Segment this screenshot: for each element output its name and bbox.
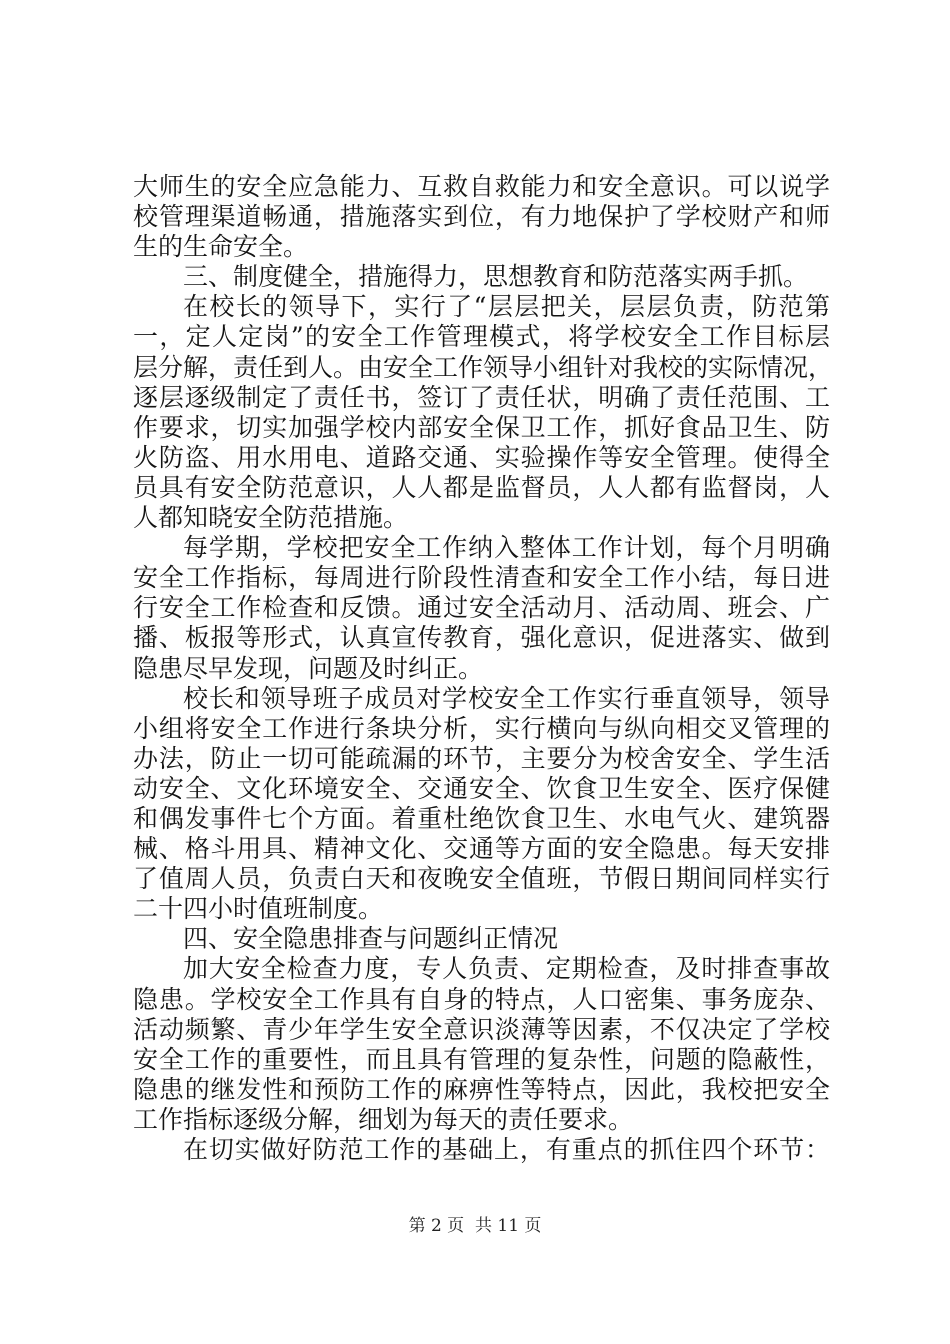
text-line: 安全工作的重要性，而且具有管理的复杂性，问题的隐蔽性， bbox=[133, 1044, 830, 1074]
text-line: 二十四小时值班制度。 bbox=[133, 894, 384, 924]
text-line: 小组将安全工作进行条块分析，实行横向与纵向相交叉管理的 bbox=[133, 713, 830, 743]
text-line: 动安全、文化环境安全、交通安全、饮食卫生安全、医疗保健 bbox=[133, 773, 830, 803]
text-line: 生的生命安全。 bbox=[133, 232, 309, 262]
text-line: 隐患的继发性和预防工作的麻痹性等特点，因此，我校把安全 bbox=[133, 1074, 830, 1104]
text-line: 每学期，学校把安全工作纳入整体工作计划，每个月明确 bbox=[183, 533, 830, 563]
text-line: 隐患尽早发现，问题及时纠正。 bbox=[133, 653, 484, 683]
text-line: 一，定人定岗”的安全工作管理模式，将学校安全工作目标层 bbox=[133, 322, 830, 352]
text-line: 播、板报等形式，认真宣传教育，强化意识，促进落实、做到 bbox=[133, 623, 830, 653]
text-line: 员具有安全防范意识，人人都是监督员，人人都有监督岗，人 bbox=[133, 472, 830, 502]
text-line: 校管理渠道畅通，措施落实到位，有力地保护了学校财产和师 bbox=[133, 202, 830, 232]
text-line: 械、格斗用具、精神文化、交通等方面的安全隐患。每天安排 bbox=[133, 834, 830, 864]
text-line: 大师生的安全应急能力、互救自救能力和安全意识。可以说学 bbox=[133, 172, 830, 201]
text-line: 安全工作指标，每周进行阶段性清查和安全工作小结，每日进 bbox=[133, 563, 830, 593]
text-line: 办法，防止一切可能疏漏的环节，主要分为校舍安全、学生活 bbox=[133, 743, 830, 773]
text-line: 人都知晓安全防范措施。 bbox=[133, 503, 409, 533]
text-line: 火防盗、用水用电、道路交通、实验操作等安全管理。使得全 bbox=[133, 442, 830, 472]
text-line: 和偶发事件七个方面。着重杜绝饮食卫生、水电气火、建筑器 bbox=[133, 803, 830, 833]
document-body bbox=[133, 172, 834, 1165]
text-line: 在校长的领导下，实行了“层层把关，层层负责，防范第 bbox=[183, 292, 830, 322]
section-heading: 四、安全隐患排查与问题纠正情况 bbox=[183, 924, 559, 954]
text-line: 行安全工作检查和反馈。通过安全活动月、活动周、班会、广 bbox=[133, 593, 830, 623]
text-line: 隐患。学校安全工作具有自身的特点，人口密集、事务庞杂、 bbox=[133, 984, 830, 1014]
text-line: 活动频繁、青少年学生安全意识淡薄等因素，不仅决定了学校 bbox=[133, 1014, 830, 1044]
text-line: 加大安全检查力度，专人负责、定期检查，及时排查事故 bbox=[183, 954, 830, 984]
text-line: 在切实做好防范工作的基础上，有重点的抓住四个环节： bbox=[183, 1135, 830, 1164]
text-line: 了值周人员，负责白天和夜晚安全值班，节假日期间同样实行 bbox=[133, 864, 830, 894]
text-line: 工作指标逐级分解，细划为每天的责任要求。 bbox=[133, 1104, 634, 1134]
section-heading: 三、制度健全，措施得力，思想教育和防范落实两手抓。 bbox=[183, 262, 809, 292]
text-line: 逐层逐级制定了责任书，签订了责任状，明确了责任范围、工 bbox=[133, 382, 830, 412]
text-line: 层分解，责任到人。由安全工作领导小组针对我校的实际情况， bbox=[133, 352, 834, 382]
page-number-footer: 第 2 页 共 11 页 bbox=[408, 1216, 542, 1236]
text-line: 校长和领导班子成员对学校安全工作实行垂直领导，领导 bbox=[183, 683, 830, 713]
text-line: 作要求，切实加强学校内部安全保卫工作，抓好食品卫生、防 bbox=[133, 412, 830, 442]
